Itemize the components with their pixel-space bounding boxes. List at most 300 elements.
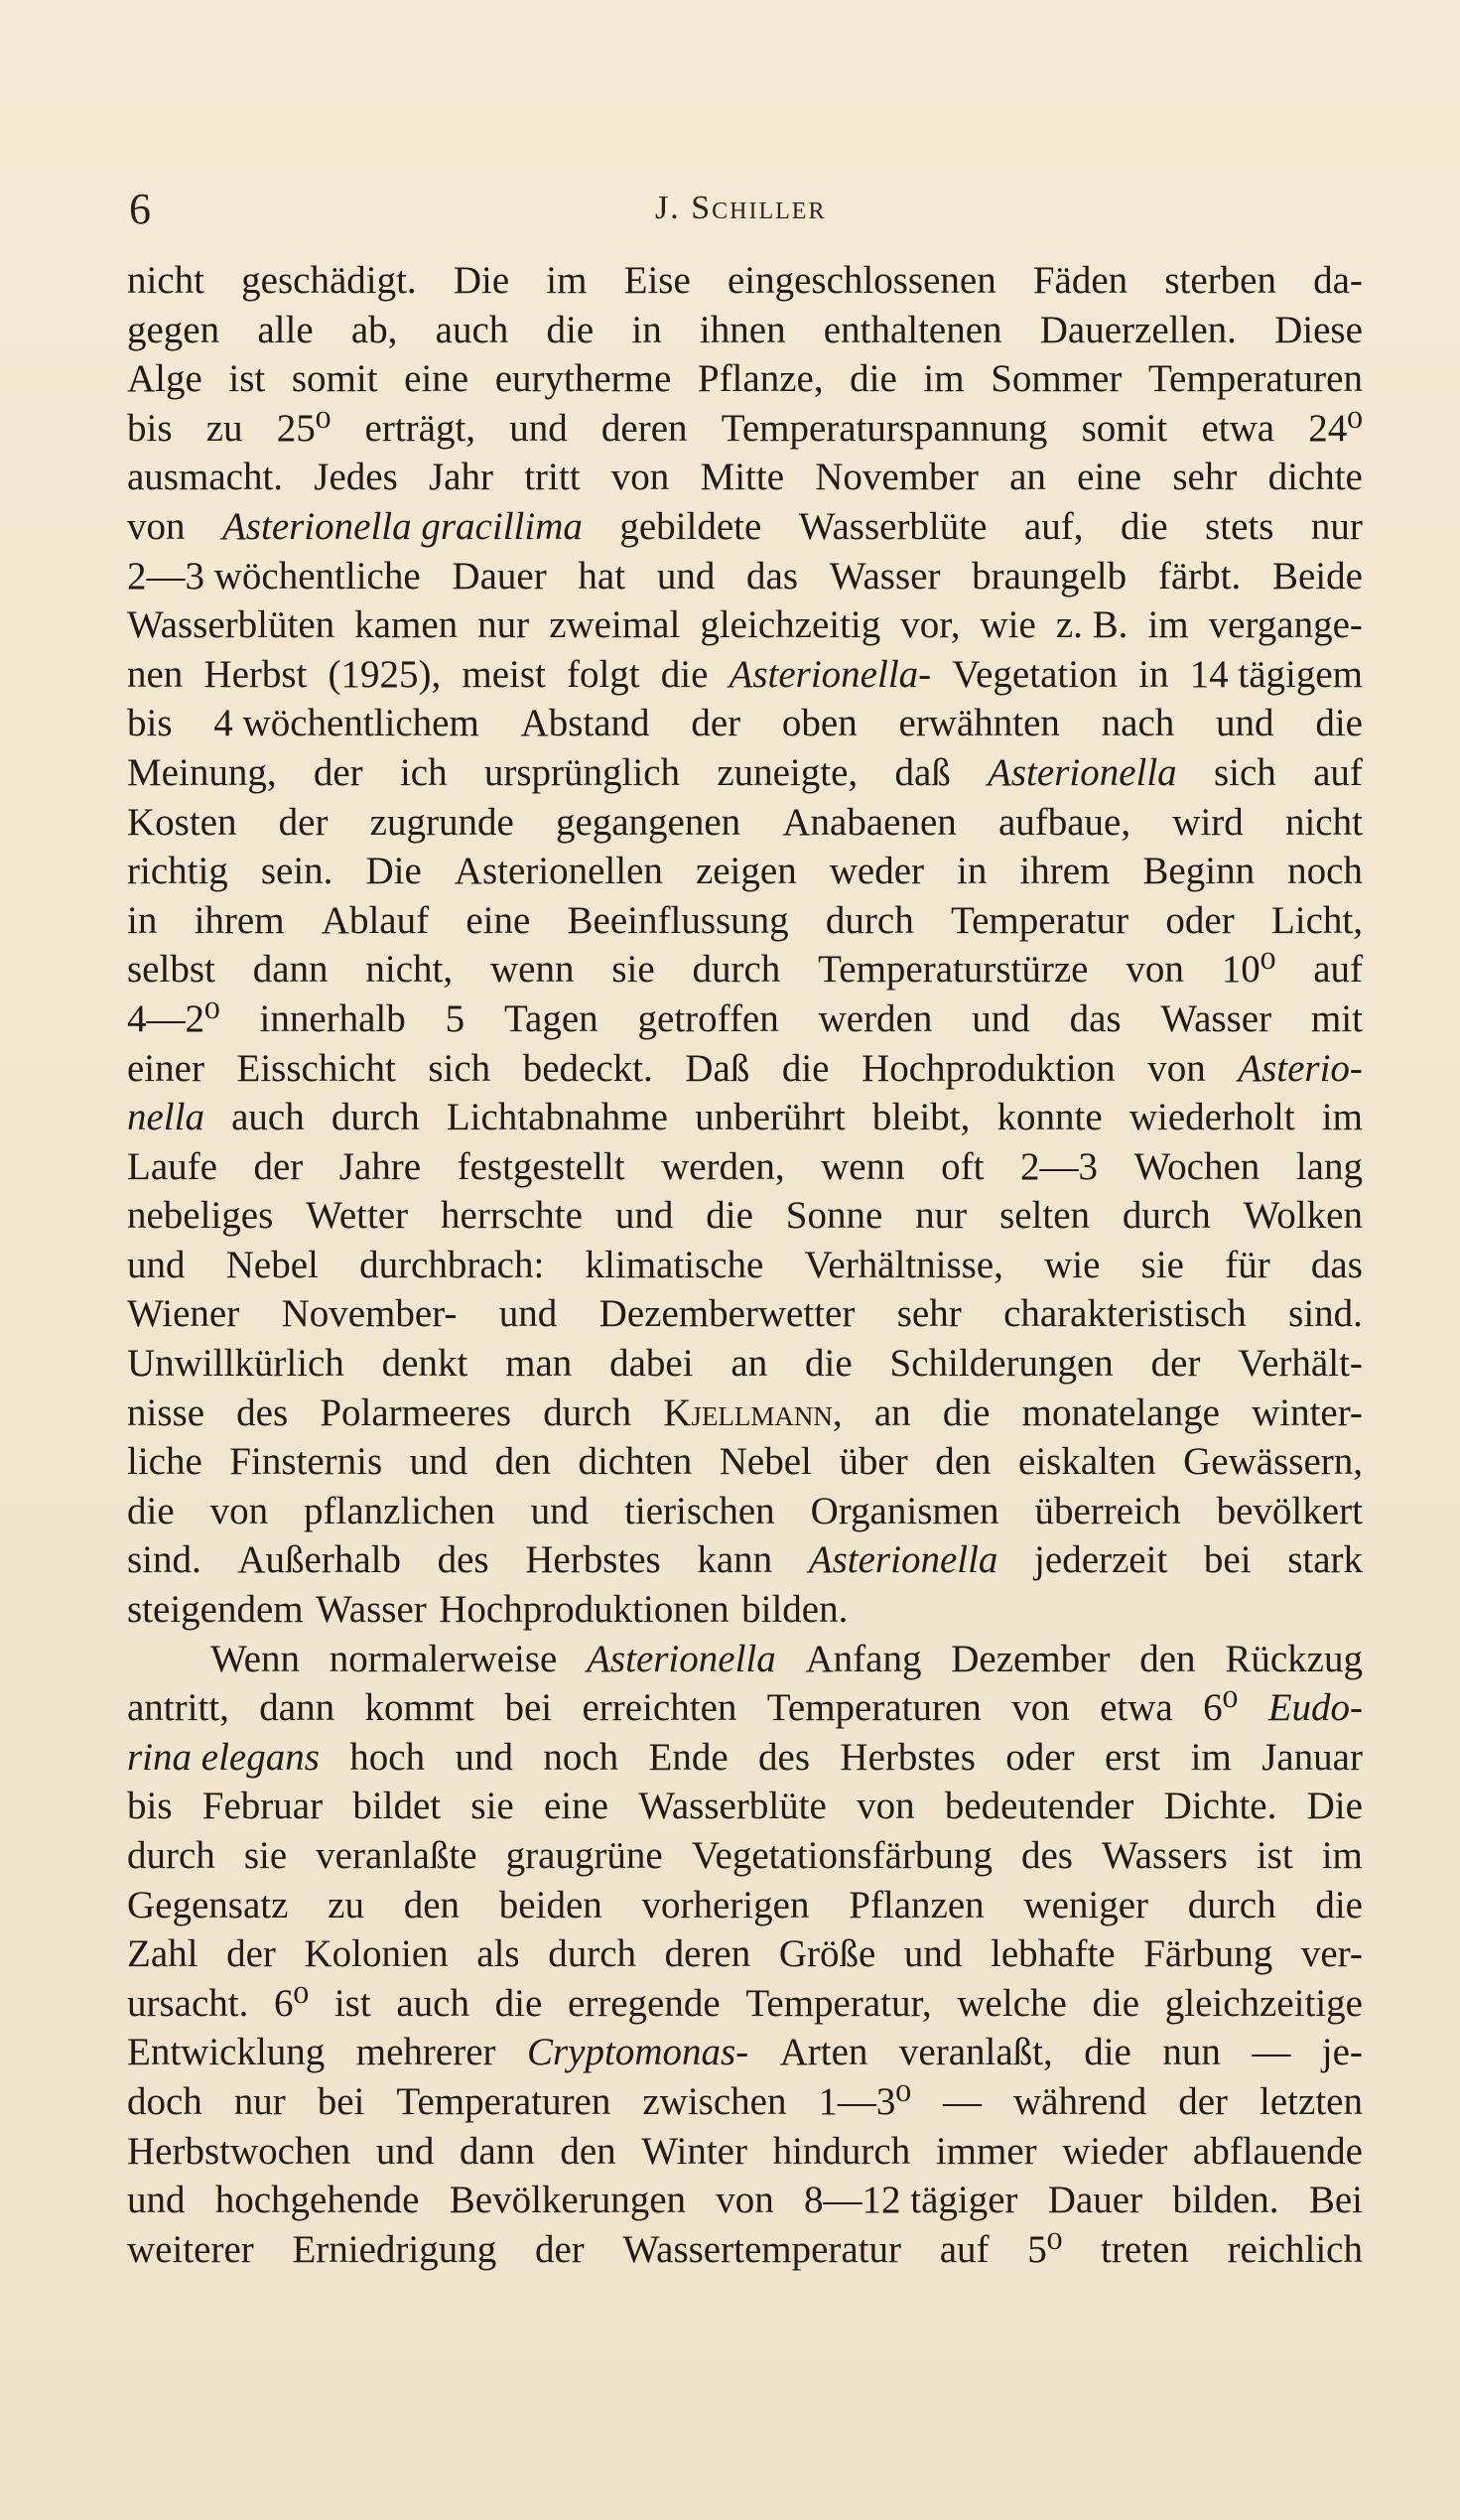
word: Beeinflussung xyxy=(567,898,789,942)
word: und xyxy=(498,1292,558,1336)
word: Temperaturstürze xyxy=(818,948,1089,992)
word: zwischen xyxy=(642,2079,787,2123)
word: die xyxy=(494,1981,543,2025)
word: in xyxy=(127,898,158,942)
word: Kolonien xyxy=(304,1932,449,1976)
word: eine xyxy=(404,357,469,401)
word: nen xyxy=(127,652,184,696)
word: klimatische xyxy=(585,1243,764,1286)
word: von xyxy=(127,504,186,548)
word: während xyxy=(1013,2079,1147,2123)
word: in xyxy=(1138,652,1169,696)
word: charakteristisch xyxy=(1003,1292,1247,1336)
word: auch xyxy=(396,1981,469,2025)
word: braungelb xyxy=(972,554,1128,597)
word: bilden. xyxy=(741,1588,849,1632)
word: Mitte xyxy=(700,456,785,499)
word: nicht xyxy=(127,259,204,302)
word: ihrem xyxy=(1019,850,1111,893)
text-line xyxy=(127,1683,1363,1733)
word: wieder xyxy=(1062,2129,1168,2173)
word: Organismen xyxy=(810,1489,999,1532)
word: der xyxy=(534,2227,585,2271)
word: überreich xyxy=(1034,1489,1181,1532)
word: Temperaturen xyxy=(766,1686,982,1730)
word: veranlaßt, xyxy=(898,2031,1053,2074)
word: in xyxy=(957,850,988,893)
word: zeigen xyxy=(695,850,797,893)
text-line xyxy=(127,2028,1363,2077)
word: Färbung xyxy=(1143,1932,1273,1976)
word: rina elegans xyxy=(127,1735,320,1779)
word: 14 tägigem xyxy=(1189,652,1363,696)
word: das xyxy=(1310,1243,1363,1286)
word: bei xyxy=(504,1686,553,1730)
word: kann xyxy=(697,1538,773,1582)
word: bis xyxy=(127,406,173,450)
word: und xyxy=(409,1440,468,1484)
text-line xyxy=(127,354,1363,404)
text-line xyxy=(127,1831,1363,1881)
text-line xyxy=(127,1782,1363,1831)
word: die xyxy=(1120,504,1168,548)
word: eine xyxy=(1077,456,1142,499)
word: mehrerer xyxy=(355,2031,496,2074)
word: wenn xyxy=(821,1144,905,1188)
word: kommt xyxy=(364,1686,475,1730)
word: Wasser xyxy=(829,554,941,597)
word: ab, xyxy=(350,308,398,351)
word: Winter xyxy=(641,2129,747,2173)
word: Nebel xyxy=(719,1440,812,1484)
word: Gewässern, xyxy=(1183,1440,1363,1484)
word: auf xyxy=(1313,948,1363,992)
word: wiederholt xyxy=(1128,1096,1295,1139)
word: hochgehende xyxy=(214,2179,420,2222)
word: des xyxy=(758,1735,811,1779)
word: Eisschicht xyxy=(236,1046,396,1090)
word: dabei xyxy=(609,1342,694,1386)
word: erst xyxy=(1104,1735,1161,1779)
word: durch xyxy=(692,948,781,992)
word: und xyxy=(455,1735,513,1779)
word: Hochproduktion xyxy=(862,1046,1116,1090)
word: etwa xyxy=(1100,1686,1173,1730)
text-line xyxy=(127,945,1363,995)
word: und xyxy=(530,1489,590,1532)
word: Anfang xyxy=(805,1637,922,1680)
word: konnte xyxy=(996,1096,1103,1139)
word: 4—2⁰ xyxy=(127,996,220,1040)
word: zuneigte, xyxy=(717,750,859,794)
word: stets xyxy=(1205,504,1274,548)
text-line xyxy=(127,650,1363,700)
word: zu xyxy=(205,406,243,450)
word: die xyxy=(1092,1981,1140,2025)
word: zugrunde xyxy=(369,800,514,844)
word: und xyxy=(127,2179,186,2222)
word: Temperaturen xyxy=(1147,357,1363,401)
word: der xyxy=(1150,1342,1201,1386)
word: erwähnten xyxy=(898,702,1060,745)
word: sehr xyxy=(896,1292,962,1336)
word: selten xyxy=(999,1194,1091,1238)
word: Bei xyxy=(1308,2179,1363,2222)
word: eine xyxy=(465,898,531,942)
word: auf, xyxy=(1023,504,1084,548)
word: Pflanze, xyxy=(697,357,824,401)
text-line xyxy=(127,1487,1363,1536)
word: sterben xyxy=(1164,259,1276,302)
word: enthaltenen xyxy=(823,308,1002,351)
word: immer xyxy=(935,2129,1037,2173)
word: sich xyxy=(428,1046,491,1090)
word: Größe xyxy=(778,1932,876,1976)
word: ursprünglich xyxy=(483,750,681,794)
word: sein. xyxy=(260,850,333,893)
word: das xyxy=(746,554,799,597)
word: im xyxy=(1190,1735,1232,1779)
text-line xyxy=(127,1093,1363,1142)
word: Arten xyxy=(779,2031,868,2074)
word: zweimal xyxy=(549,603,681,647)
word: Unwillkürlich xyxy=(127,1342,344,1386)
word: Sommer xyxy=(991,357,1123,401)
word: Entwicklung xyxy=(127,2031,326,2074)
word: letzten xyxy=(1260,2079,1363,2123)
text-line xyxy=(127,1044,1363,1094)
word: richtig xyxy=(127,850,228,893)
word: als xyxy=(476,1932,520,1976)
word: sie xyxy=(470,1785,514,1828)
word: abflauende xyxy=(1192,2129,1363,2173)
text-line xyxy=(127,798,1363,848)
word: Dezemberwetter xyxy=(598,1292,856,1336)
word: bedeutender xyxy=(944,1785,1134,1828)
word: da- xyxy=(1313,259,1363,302)
word: daß xyxy=(894,750,951,794)
page-number: 6 xyxy=(129,185,151,233)
word: nach xyxy=(1101,702,1175,745)
word: die xyxy=(127,1489,175,1532)
word: durch xyxy=(825,898,914,942)
word: erreichten xyxy=(582,1686,737,1730)
word: tritt xyxy=(524,456,581,499)
word: und xyxy=(614,1194,674,1238)
word: Finsternis xyxy=(229,1440,383,1484)
word: nur xyxy=(1310,504,1363,548)
text-line xyxy=(127,1881,1363,1930)
word: sie xyxy=(611,948,655,992)
word: hindurch xyxy=(772,2129,911,2173)
word: festgestellt xyxy=(457,1144,625,1188)
word: den xyxy=(494,1440,551,1484)
word: einer xyxy=(127,1046,204,1090)
word: Licht, xyxy=(1270,898,1363,942)
word: Die xyxy=(453,259,510,302)
word: Jahre xyxy=(338,1144,422,1188)
word: und xyxy=(1216,702,1274,745)
word: monatelange xyxy=(1021,1391,1220,1434)
word: alle xyxy=(257,308,314,351)
word: — xyxy=(1252,2031,1291,2074)
word: geschädigt. xyxy=(241,259,417,302)
text-line xyxy=(127,453,1363,502)
word: 4 wöchentlichem xyxy=(213,702,479,745)
word: weder xyxy=(829,850,925,893)
word: Temperaturspannung xyxy=(721,406,1048,450)
word: ihrem xyxy=(194,898,285,942)
word: und xyxy=(656,554,716,597)
text-line xyxy=(127,1241,1363,1290)
word: bevölkert xyxy=(1216,1489,1363,1532)
text-line xyxy=(127,1191,1363,1241)
text-line xyxy=(127,1635,1363,1684)
word: bedeckt. xyxy=(522,1046,653,1090)
word: dichten xyxy=(578,1440,693,1484)
word: bilden. xyxy=(1172,2179,1279,2222)
word: winter- xyxy=(1252,1391,1363,1434)
word: Asterionella xyxy=(808,1538,998,1582)
word: im xyxy=(923,357,965,401)
word: noch xyxy=(1287,850,1363,893)
word: bildet xyxy=(352,1785,442,1828)
word: je- xyxy=(1321,2031,1363,2074)
word: Februar xyxy=(201,1785,324,1828)
word: die xyxy=(546,308,595,351)
word: Zahl xyxy=(127,1932,199,1976)
word: herrschte xyxy=(441,1194,583,1238)
word: bis xyxy=(127,702,173,745)
word: Wolken xyxy=(1243,1194,1363,1238)
word: den xyxy=(403,1883,461,1926)
text-line xyxy=(127,995,1363,1044)
word: 5⁰ xyxy=(1027,2227,1063,2271)
word: treten xyxy=(1101,2227,1189,2271)
word: 2—3 wöchentliche xyxy=(127,554,421,597)
word: und xyxy=(903,1932,963,1976)
word: veranlaßte xyxy=(316,1834,477,1877)
word: Cryptomonas- xyxy=(526,2031,749,2074)
word: bei xyxy=(317,2079,365,2123)
word: Eudo- xyxy=(1267,1686,1363,1730)
word: reichlich xyxy=(1227,2227,1363,2271)
word: die xyxy=(942,1391,991,1434)
word: erregende xyxy=(567,1981,721,2025)
word: den xyxy=(1139,1637,1196,1680)
word: im xyxy=(546,259,588,302)
word: Wasserblüte xyxy=(638,1785,827,1828)
word: tierischen xyxy=(624,1489,775,1532)
word: ist xyxy=(333,1981,371,2025)
text-line xyxy=(127,256,1363,306)
word: Vegetationsfärbung xyxy=(691,1834,993,1877)
word: von xyxy=(610,456,670,499)
word: Lichtabnahme xyxy=(446,1096,668,1139)
word: Beide xyxy=(1271,554,1363,597)
word: Bevölkerungen xyxy=(449,2179,687,2222)
word: Abstand xyxy=(520,702,650,745)
text-line xyxy=(127,896,1363,946)
word: lebhafte xyxy=(991,1932,1116,1976)
word: Asterionellen xyxy=(454,850,663,893)
word: Wiener xyxy=(127,1292,240,1336)
word: der xyxy=(691,702,741,745)
word: die xyxy=(805,1342,853,1386)
word: die xyxy=(781,1046,830,1090)
word: des xyxy=(437,1538,489,1582)
text-line xyxy=(127,699,1363,748)
word: die xyxy=(1084,2031,1131,2074)
word: die xyxy=(1315,1883,1363,1926)
word: 10⁰ xyxy=(1221,948,1276,992)
word: und xyxy=(509,406,568,450)
word: Sonne xyxy=(785,1194,883,1238)
word: wenn xyxy=(489,948,575,992)
word: ursacht. xyxy=(127,1981,249,2025)
word: (1925), xyxy=(328,652,442,696)
word: dichte xyxy=(1267,456,1363,499)
word: eiskalten xyxy=(1018,1440,1156,1484)
word: dann xyxy=(459,2129,535,2173)
word: somit xyxy=(291,357,378,401)
text-line xyxy=(127,1733,1363,1783)
word: etwa xyxy=(1201,406,1275,450)
word: deren xyxy=(600,406,688,450)
word: vorherigen xyxy=(641,1883,810,1926)
word: oder xyxy=(1165,898,1235,942)
word: Laufe xyxy=(127,1144,217,1188)
text-line xyxy=(127,1535,1363,1585)
text-line xyxy=(127,552,1363,601)
word: Januar xyxy=(1261,1735,1363,1779)
word: z. B. xyxy=(1055,603,1128,647)
word: Wassers xyxy=(1102,1834,1228,1877)
word: denkt xyxy=(381,1342,468,1386)
word: Dezember xyxy=(951,1637,1111,1680)
word: liche xyxy=(127,1440,202,1484)
word: der xyxy=(253,1144,304,1188)
word: durchbrach: xyxy=(359,1243,545,1286)
word: Erniedrigung xyxy=(292,2227,497,2271)
word: in xyxy=(631,308,662,351)
word: pflanzlichen xyxy=(304,1489,495,1532)
word: 5 xyxy=(445,996,465,1040)
word: gegen xyxy=(127,308,220,351)
word: im xyxy=(1321,1834,1363,1877)
word: folgt xyxy=(566,652,640,696)
word: an xyxy=(873,1391,911,1434)
word: Verhältnisse, xyxy=(804,1243,1003,1286)
text-line xyxy=(127,1389,1363,1438)
word: werden xyxy=(818,996,933,1040)
word: auf xyxy=(1313,750,1363,794)
word: Kosten xyxy=(127,800,237,844)
word: — xyxy=(943,2079,983,2123)
word: ich xyxy=(399,750,448,794)
word: wie xyxy=(980,603,1036,647)
word: jederzeit xyxy=(1034,1538,1168,1582)
word: ver- xyxy=(1300,1932,1363,1976)
text-line xyxy=(127,2077,1363,2127)
text-line xyxy=(127,2225,1363,2275)
word: beiden xyxy=(498,1883,602,1926)
word: Beginn xyxy=(1142,850,1256,893)
word: Herbst xyxy=(203,652,308,696)
word: Temperatur, xyxy=(745,1981,932,2025)
word: durch xyxy=(1187,1883,1276,1926)
body-text xyxy=(127,256,1363,2274)
word: sind. xyxy=(127,1538,201,1582)
word: Die xyxy=(1306,1785,1363,1828)
word: Daß xyxy=(685,1046,750,1090)
word: sie xyxy=(243,1834,288,1877)
word: Vegetation xyxy=(952,652,1119,696)
word: nur xyxy=(233,2079,286,2123)
word: werden, xyxy=(661,1144,785,1188)
word: Dauerzellen. xyxy=(1039,308,1237,351)
word: hat xyxy=(578,554,626,597)
word: Jedes xyxy=(314,456,398,499)
word: Ablauf xyxy=(321,898,430,942)
word: Wenn xyxy=(210,1637,300,1680)
word: nur xyxy=(915,1194,968,1238)
text-line xyxy=(127,1979,1363,2029)
word: Die xyxy=(365,850,422,893)
word: eingeschlossenen xyxy=(727,259,996,302)
word: auch xyxy=(231,1096,305,1139)
word: lang xyxy=(1295,1144,1363,1188)
word: Anabaenen xyxy=(782,800,957,844)
word: antritt, xyxy=(127,1686,229,1730)
word: aufbaue, xyxy=(997,800,1131,844)
text-line xyxy=(127,1142,1363,1192)
word: auf xyxy=(939,2227,990,2271)
text-line xyxy=(127,847,1363,896)
word: den xyxy=(560,2129,616,2173)
word: von xyxy=(716,2179,774,2222)
word: Eise xyxy=(623,259,691,302)
word: Rückzug xyxy=(1225,1637,1363,1680)
word: Dauer xyxy=(452,554,547,597)
word: bei xyxy=(1203,1538,1252,1582)
word: Wassertemperatur xyxy=(622,2227,902,2271)
word: das xyxy=(1069,996,1122,1040)
word: gebildete xyxy=(619,504,762,548)
text-line xyxy=(127,502,1363,552)
word: November- xyxy=(281,1292,458,1336)
word: ausmacht. xyxy=(127,456,284,499)
word: 8—12 tägiger xyxy=(804,2179,1018,2222)
word: Temperaturen xyxy=(396,2079,611,2123)
word: Dauer xyxy=(1047,2179,1143,2222)
word: Kjellmann, xyxy=(663,1391,843,1434)
word: selbst xyxy=(127,948,215,992)
word: ihnen xyxy=(699,308,786,351)
word: kamen xyxy=(354,603,459,647)
word: von xyxy=(209,1489,269,1532)
word: Schilderungen xyxy=(889,1342,1114,1386)
word: November xyxy=(815,456,979,499)
word: eurytherme xyxy=(494,357,672,401)
word: den xyxy=(935,1440,992,1484)
word: gleichzeitig xyxy=(700,603,881,647)
word: an xyxy=(730,1342,768,1386)
word: Tagen xyxy=(503,996,598,1040)
word: Fäden xyxy=(1032,259,1128,302)
word: der xyxy=(313,750,363,794)
word: eine xyxy=(543,1785,608,1828)
